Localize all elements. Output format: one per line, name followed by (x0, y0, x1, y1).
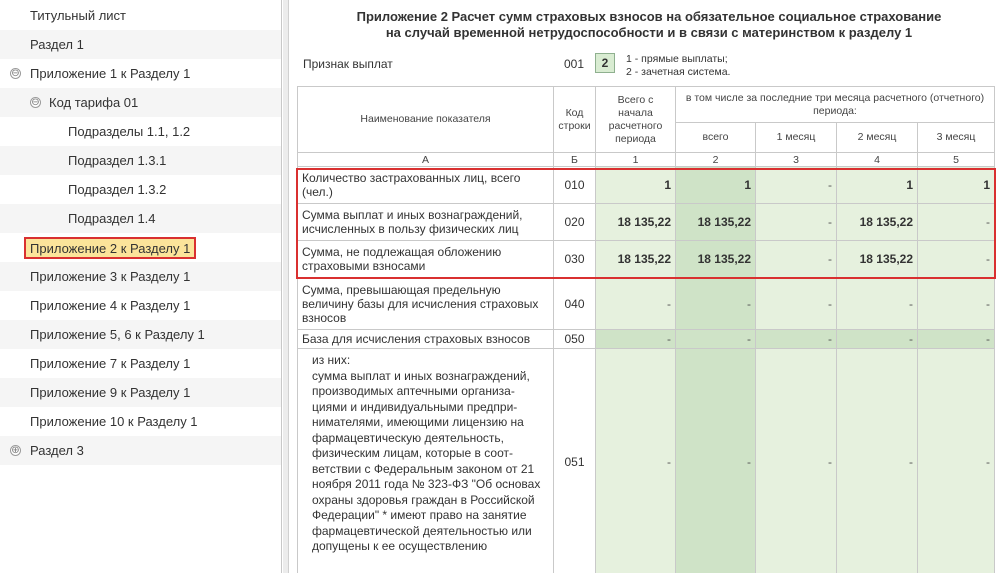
table-row (298, 278, 995, 330)
collapse-icon[interactable]: ⊖ (11, 68, 20, 79)
table-row (298, 241, 995, 278)
header-all: всего (676, 123, 756, 153)
collapse-icon[interactable]: ⊖ (31, 97, 40, 108)
value-cell[interactable]: - (756, 330, 837, 349)
tree-item-label: Приложение 7 к Разделу 1 (30, 356, 191, 371)
indicator-name: База для исчисления страховых взносов (298, 330, 554, 349)
value-cell[interactable]: 18 135,22 (837, 204, 918, 241)
tree-item-label: Раздел 1 (30, 37, 84, 52)
value-cell[interactable]: - (756, 167, 837, 204)
value-cell[interactable]: - (756, 278, 837, 330)
value-cell[interactable]: 18 135,22 (676, 204, 756, 241)
value-cell[interactable]: 18 135,22 (837, 241, 918, 278)
value-cell[interactable]: - (918, 204, 995, 241)
value-cell[interactable]: - (756, 349, 837, 573)
indicator-name: Сумма, не подлежащая обложению страховыми взносами (298, 241, 554, 278)
value-cell[interactable]: - (837, 330, 918, 349)
value-cell[interactable]: 1 (596, 167, 676, 204)
value-cell[interactable]: - (918, 241, 995, 278)
tree-item-appendix-10[interactable] (0, 407, 281, 436)
row-code: 010 (554, 167, 596, 204)
column-number: А (298, 153, 554, 167)
tree-item-appendix-5-6[interactable] (0, 320, 281, 349)
value-cell[interactable]: - (918, 278, 995, 330)
payment-sign-label: Признак выплат (303, 57, 393, 71)
table-row (298, 330, 995, 349)
tree-item-label: Приложение 5, 6 к Разделу 1 (30, 327, 205, 342)
report-form (290, 0, 1005, 573)
indicator-name: Количество застрахованных лиц, всего (чел.) (298, 167, 554, 204)
title-line-1: Приложение 2 Расчет сумм страховых взносов на обязательное социальное страхование (356, 9, 942, 24)
value-cell[interactable]: 18 135,22 (596, 204, 676, 241)
row-code: 040 (554, 278, 596, 330)
value-cell[interactable]: 18 135,22 (676, 241, 756, 278)
tree-item-label: Приложение 10 к Разделу 1 (30, 414, 198, 429)
tree-item-label: Приложение 4 к Разделу 1 (30, 298, 191, 313)
column-number: 3 (756, 153, 837, 167)
column-number: 5 (918, 153, 995, 167)
table-row (298, 204, 995, 241)
page-title (304, 9, 994, 41)
indicator-name: из них: сумма выплат и иных вознаграждений, производимых аптечными организа-циями и индивидуальными предпри-нимателями, имеющими лицензию на фармацевтическую деятельность, физическим лицам, которые в соот-ветствии с Федеральным законом от 21 ноября 2011 года № 323-ФЗ "Об основах охраны здоровья граждан в Российской Федерации" * имеют право на занятие фармацевтической деятельностью или допущены к ее осуществлению (298, 349, 554, 573)
column-number: 1 (596, 153, 676, 167)
header-indicator-name: Наименование показателя (298, 87, 554, 153)
tree-item-appendix-4[interactable] (0, 291, 281, 320)
header-month-1: 1 месяц (756, 123, 837, 153)
tree-item-label: Подраздел 1.3.2 (68, 182, 167, 197)
tree-item-label: Подраздел 1.4 (68, 211, 156, 226)
panel-splitter[interactable] (283, 0, 289, 573)
payment-sign-code: 001 (564, 57, 585, 71)
value-cell[interactable]: 1 (918, 167, 995, 204)
value-cell[interactable]: - (676, 330, 756, 349)
value-cell[interactable]: - (676, 278, 756, 330)
tree-item-section-1[interactable] (0, 30, 281, 59)
value-cell[interactable]: - (596, 330, 676, 349)
tree-item-subsection-1-3-2[interactable] (0, 175, 281, 204)
column-number: 4 (837, 153, 918, 167)
value-cell[interactable]: 1 (837, 167, 918, 204)
row-code: 020 (554, 204, 596, 241)
tree-item-subsection-1-3-1[interactable] (0, 146, 281, 175)
header-month-3: 3 месяц (918, 123, 995, 153)
indicator-name: Сумма, превышающая предельную величину базы для исчисления страховых взносов (298, 278, 554, 330)
tree-item-label: Приложение 1 к Разделу 1 (30, 66, 191, 81)
row-code: 050 (554, 330, 596, 349)
column-numbers-row (298, 153, 995, 167)
tree-item-title-page[interactable] (0, 1, 281, 30)
header-month-2: 2 месяц (837, 123, 918, 153)
tree-item-appendix-1[interactable] (0, 59, 281, 88)
tree-item-section-3[interactable] (0, 436, 281, 465)
tree-item-label: Подразделы 1.1, 1.2 (68, 124, 191, 139)
column-number: Б (554, 153, 596, 167)
header-row-code: Код строки (554, 87, 596, 153)
value-cell[interactable]: - (837, 349, 918, 573)
value-cell[interactable]: - (596, 278, 676, 330)
expand-icon[interactable]: ⊕ (11, 445, 20, 456)
tree-item-subsection-1-4[interactable] (0, 204, 281, 233)
row-code: 030 (554, 241, 596, 278)
value-cell[interactable]: - (676, 349, 756, 573)
payment-sign-note (626, 53, 730, 79)
header-total-period: Всего с начала расчетного периода (596, 87, 676, 153)
value-cell[interactable]: - (756, 241, 837, 278)
indicator-name: Сумма выплат и иных вознаграждений, исчисленных в пользу физических лиц (298, 204, 554, 241)
column-number: 2 (676, 153, 756, 167)
table-row (298, 167, 995, 204)
payment-sign-note-1: 1 - прямые выплаты; (626, 53, 728, 65)
tree-item-label: Подраздел 1.3.1 (68, 153, 167, 168)
tree-item-subsections-1-1-1-2[interactable] (0, 117, 281, 146)
tree-item-label: Приложение 2 к Разделу 1 (24, 237, 196, 259)
tree-item-label: Приложение 9 к Разделу 1 (30, 385, 191, 400)
value-cell[interactable]: - (837, 278, 918, 330)
header-last-three-months: в том числе за последние три месяца расчетного (отчетного) периода: (676, 87, 995, 123)
title-line-2: на случай временной нетрудоспособности и в связи с материнством к разделу 1 (385, 25, 913, 40)
tree-item-appendix-9[interactable] (0, 378, 281, 407)
tree-item-appendix-2[interactable] (0, 233, 281, 262)
tree-item-label: Раздел 3 (30, 443, 84, 458)
payment-sign-note-2: 2 - зачетная система. (626, 66, 731, 78)
value-cell[interactable]: - (918, 330, 995, 349)
tree-item-label: Код тарифа 01 (49, 95, 139, 110)
tree-item-appendix-3[interactable] (0, 262, 281, 291)
value-cell[interactable]: 18 135,22 (596, 241, 676, 278)
value-cell[interactable]: - (756, 204, 837, 241)
tree-item-label: Титульный лист (30, 8, 127, 23)
value-cell[interactable]: 1 (676, 167, 756, 204)
table-row (298, 349, 995, 573)
row-code: 051 (554, 349, 596, 573)
tree-item-appendix-7[interactable] (0, 349, 281, 378)
navigation-tree (0, 0, 282, 573)
value-cell[interactable]: - (596, 349, 676, 573)
tree-item-tariff-code[interactable] (0, 88, 281, 117)
indicators-table (297, 86, 995, 573)
tree-item-label: Приложение 3 к Разделу 1 (30, 269, 191, 284)
value-cell[interactable]: - (918, 349, 995, 573)
payment-sign-field[interactable]: 2 (595, 53, 615, 73)
